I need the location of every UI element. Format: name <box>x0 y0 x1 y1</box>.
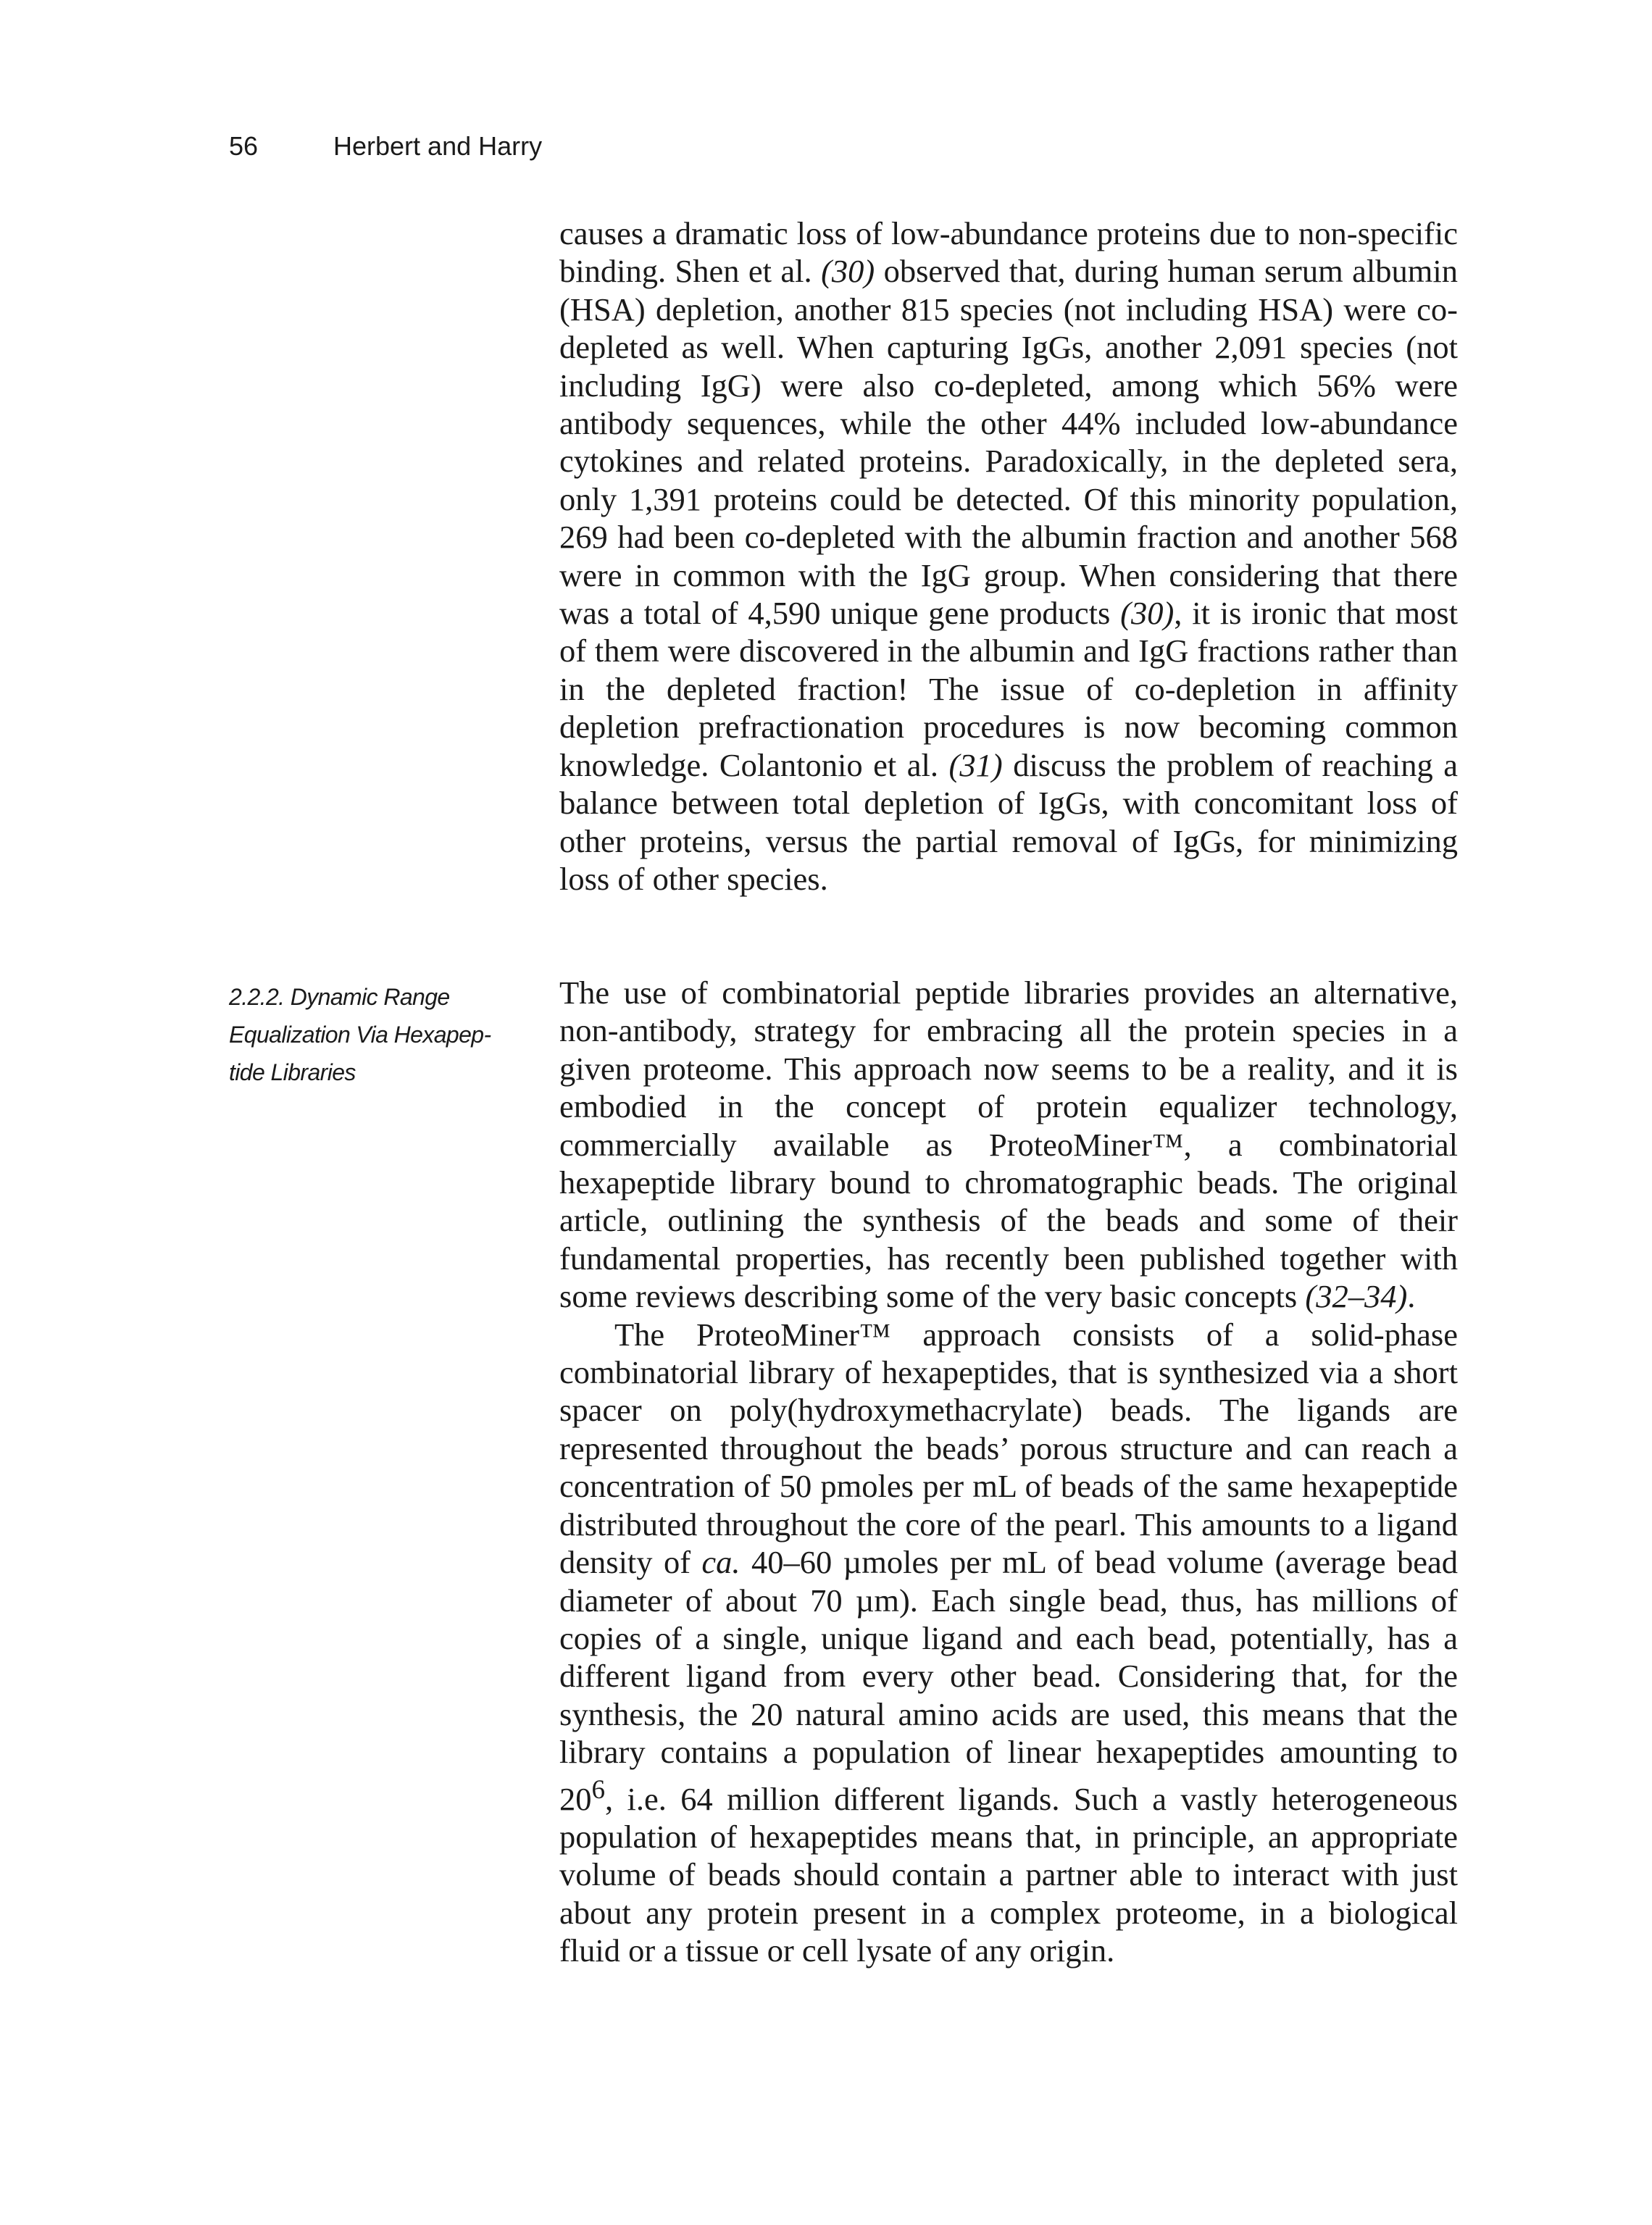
paragraph-proteominer-approach <box>559 1316 1458 1970</box>
running-head-authors: Herbert and Harry <box>333 131 543 161</box>
text-run: 40–60 µmoles per mL of bead volume (average bead diameter of about 70 µm). Each single bead, thus, has millions of copies of a single, unique ligand and each bead, potentially, has a different ligand from every other bead. Considering that, for the synthesis, the 20 natural amino acids are used, this means that the library contains a population of linear hexapeptides amounting to 20 <box>559 1544 1458 1817</box>
citation-ref: (30) <box>1120 595 1175 632</box>
text-run: observed that, during human serum albumin (HSA) depletion, another 815 species (not including HSA) were co-depleted as well. When capturing IgGs, another 2,091 species (not including IgG) were also co-depleted, among which 56% were antibody sequences, while the other 44% included low-abundance cytokines and related proteins. Paradoxically, in the depleted sera, only 1,391 proteins could be detected. Of this minority population, 269 had been co-depleted with the albumin fraction and another 568 were in common with the IgG group. When considering that there was a total of 4,590 unique gene products <box>559 253 1458 632</box>
text-run: The use of combinatorial peptide libraries provides an alternative, non-antibody, strategy for embracing all the protein species in a given proteome. This approach now seems to be a reality, and it is embodied in the concept of protein equalizer technology, commercially available as ProteoMiner™, a combinatorial hexapeptide library bound to chromatographic beads. The original article, outlining the synthesis of the beads and some of their fundamental properties, has recently been published together with some reviews describing some of the very basic concepts <box>559 974 1458 1315</box>
text-run: discuss the problem of reaching a balance between total depletion of IgGs, with concomitant loss of other proteins, versus the partial removal of IgGs, for minimizing loss of other species. <box>559 746 1458 897</box>
text-run: The ProteoMiner™ approach consists of a solid-phase combinatorial library of hexapeptides, that is synthesized via a short spacer on poly(hydroxymethacrylate) beads. The ligands are represented throughout the beads’ porous structure and can reach a concentration of 50 pmoles per mL of beads of the same hexapeptide distributed throughout the core of the pearl. This amounts to a ligand density of <box>559 1316 1458 1581</box>
page-number: 56 <box>229 131 259 161</box>
citation-ref: (30) <box>821 253 875 290</box>
paragraph-combinatorial-libraries <box>559 974 1458 1316</box>
body-column-section <box>559 974 1458 1969</box>
superscript-exponent: 6 <box>591 1774 606 1805</box>
section-heading-line: Equalization Via Hexapep- <box>229 1022 491 1048</box>
text-run: causes a dramatic loss of low-abundance proteins due to non-specific binding. Shen et al. <box>559 215 1458 290</box>
section-heading-line: tide Libraries <box>229 1059 356 1085</box>
running-head <box>229 130 542 162</box>
text-run: . <box>1407 1278 1416 1315</box>
section-heading-line: 2.2.2. Dynamic Range <box>229 984 450 1010</box>
text-run: , it is ironic that most of them were discovered in the albumin and IgG fractions rather than in the depleted fraction! The issue of co-depletion in affinity depletion prefractionation procedures is now becoming common knowledge. Colantonio et al. <box>559 595 1458 783</box>
section-heading <box>229 978 504 1091</box>
paragraph-co-depletion <box>559 214 1458 898</box>
citation-ref: (31) <box>948 746 1003 783</box>
citation-ref: (32–34) <box>1305 1278 1408 1315</box>
body-column-top <box>559 214 1458 898</box>
text-run: , i.e. 64 million different ligands. Such a vastly heterogeneous population of hexapeptides means that, in principle, an appropriate volume of beads should contain a partner able to interact with just about any protein present in a complex proteome, in a biological fluid or a tissue or cell lysate of any origin. <box>559 1780 1458 1969</box>
italic-abbreviation: ca. <box>701 1544 741 1581</box>
